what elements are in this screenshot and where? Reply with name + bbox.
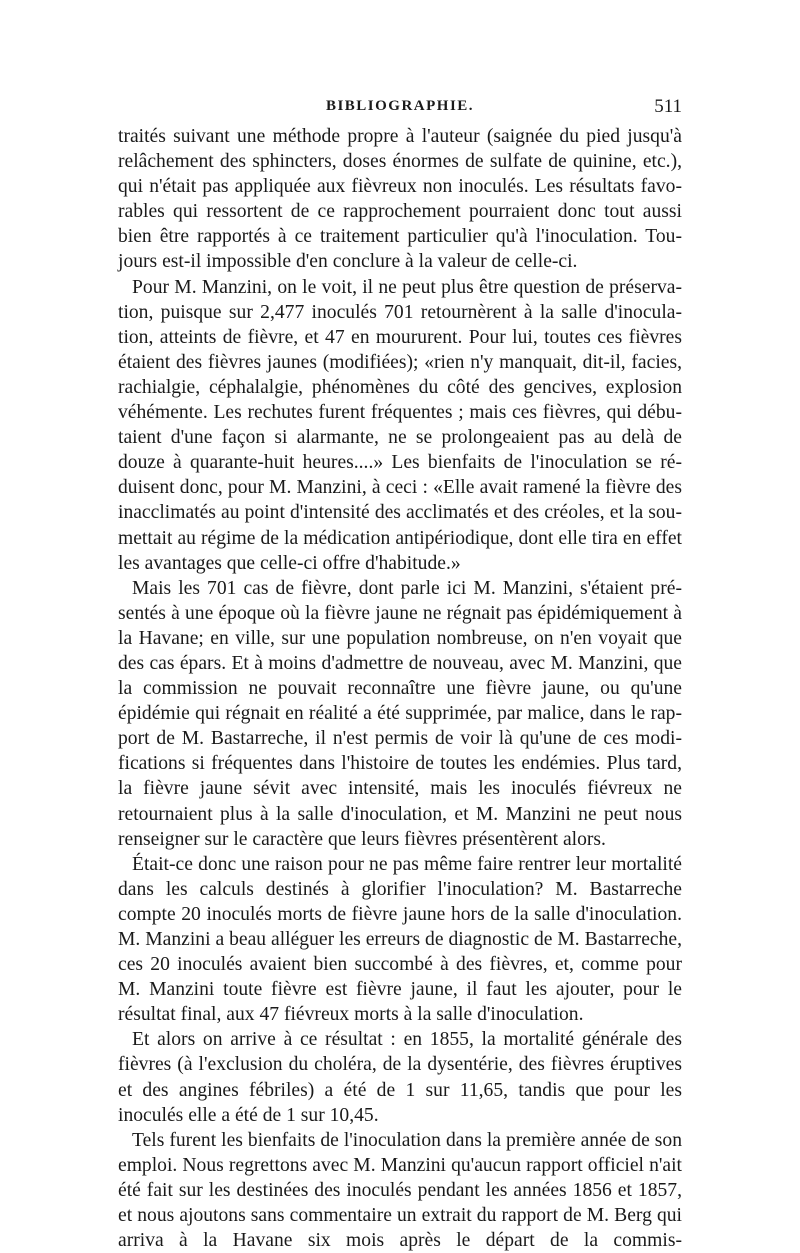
running-title: BIBLIOGRAPHIE. (325, 98, 475, 114)
paragraph-4: Était-ce donc une raison pour ne pas même faire rentrer leur mortalité dans les calculs destinés à glorifier l'inoculation? M. Bastarreche compte 20 inoculés morts de fièvre jaune hors de la salle d'inoculation. M. Manzini a beau alléguer les erreurs de diagnostic de M. Bastarreche, ces 20 inoculés avaient bien succombé à des fièvres, et, comme pour M. Manzini toute fièvre est fièvre jaune, il faut les ajouter, pour le résultat final, aux 47 fiévreux morts à la salle d'inoculation. (118, 853, 682, 1026)
paragraph-1: traités suivant une méthode propre à l'auteur (saignée du pied jusqu'à relâchement des sphincters, doses énormes de sulfate de quinine, etc.), qui n'était pas appliquée aux fièvreux non inoculés. Les résultats favorables qui ressortent de ce rapprochement pourraient donc tout aussi bien être rapportés à ce traitement particulier qu'à l'inoculation. Toujours est-il impossible d'en conclure à la valeur de celle-ci. (118, 126, 682, 273)
paragraph-5: Et alors on arrive à ce résultat : en 1855, la mortalité générale des fièvres (à l'exclusion du choléra, de la dysentérie, des fièvres éruptives et des angines fébriles) a été de 1 sur 11,65, tandis que pour les inoculés elle a été de 1 sur 10,45. (118, 1029, 682, 1126)
paragraph-2: Pour M. Manzini, on le voit, il ne peut plus être question de préservation, puisque sur 2,477 inoculés 701 retournèrent à la salle d'inoculation, atteints de fièvre, et 47 en moururent. Pour lui, toutes ces fièvres étaient des fièvres jaunes (modifiées); «rien n'y manquait, dit-il, facies, rachialgie, céphalalgie, phénomènes du côté des gencives, explosion véhémente. Les rechutes furent fréquentes ; mais ces fièvres, qui débutaient d'une façon si alarmante, ne se prolongeaient pas au delà de douze à quarante-huit heures....» Les bienfaits de l'inoculation se réduisent donc, pour M. Manzini, à ceci : «Elle avait ramené la fièvre des inacclimatés au point d'intensité des acclimatés et des créoles, et la soumettait au régime de la médication antipériodique, dont elle tira en effet les avantages que celle-ci offre d'habitude.» (118, 276, 682, 574)
paragraph-3: Mais les 701 cas de fièvre, dont parle ici M. Manzini, s'étaient présentés à une époque où la fièvre jaune ne régnait pas épidémiquement à la Havane; en ville, sur une population nombreuse, on n'en voyait que des cas épars. Et à moins d'admettre de nouveau, avec M. Manzini, que la commission ne pouvait reconnaître une fièvre jaune, ou qu'une épidémie qui régnait en réalité a été supprimée, par malice, dans le rapport de M. Bastarreche, il n'est permis de voir là qu'une de ces modifications si fréquentes dans l'histoire de toutes les endémies. Plus tard, la fièvre jaune sévit avec intensité, mais les inoculés fiévreux ne retournaient plus à la salle d'inoculation, et M. Manzini ne peut nous renseigner sur le caractère que leurs fièvres présentèrent alors. (118, 577, 682, 850)
paragraph-6: Tels furent les bienfaits de l'inoculation dans la première année de son emploi. Nous regrettons avec M. Manzini qu'aucun rapport officiel n'ait été fait sur les destinées des inoculés pendant les années 1856 et 1857, et nous ajoutons sans commentaire un extrait du rapport de M. Berg qui arriva à la Havane six mois après le départ de la commis- (118, 1129, 682, 1252)
running-head (118, 98, 682, 124)
book-page (118, 98, 682, 1253)
page-number: 511 (654, 96, 682, 117)
